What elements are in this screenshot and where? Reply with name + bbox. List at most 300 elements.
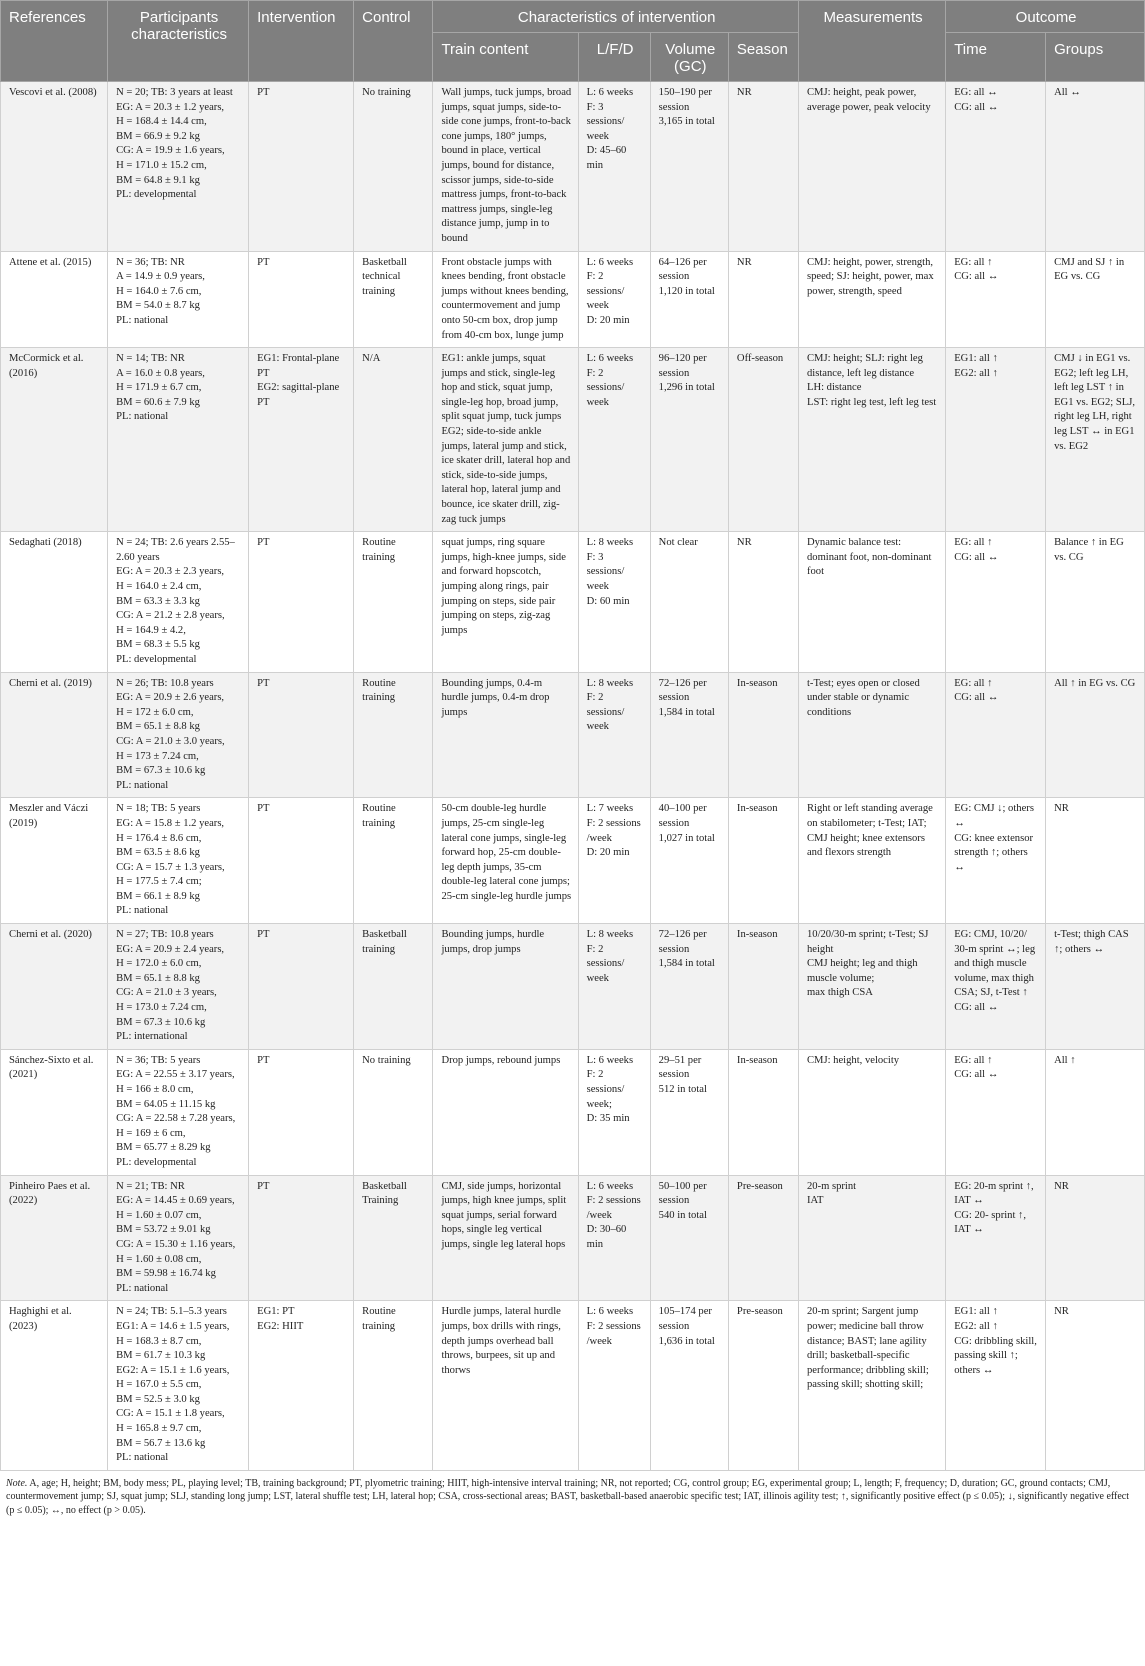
cell-participants-line: H = 172.0 ± 6.0 cm,: [116, 958, 202, 970]
cell-season: [728, 672, 798, 798]
cell-lfd-line: L: 6 weeks: [586, 1306, 634, 1318]
cell-control-line: Routine training: [362, 1306, 396, 1332]
cell-outcome-time: [946, 1049, 1046, 1175]
cell-outcome-time: [946, 672, 1046, 798]
cell-season: [728, 82, 798, 252]
header-control: Control: [354, 1, 433, 82]
cell-lfd-line: L: 6 weeks: [586, 1180, 634, 1192]
cell-outcome-time-line: CG: all ↔: [954, 692, 999, 704]
cell-participants-line: PL: national: [116, 411, 169, 423]
cell-participants-line: BM = 65.1 ± 8.8 kg: [116, 721, 200, 733]
cell-intervention: [249, 798, 354, 924]
cell-outcome-groups: [1046, 1301, 1145, 1471]
cell-intervention-line: PT: [257, 1054, 270, 1066]
cell-intervention-line: EG1: Frontal-plane PT: [257, 353, 340, 379]
cell-control: [354, 1175, 433, 1301]
cell-measurements-line: IAT: [806, 1195, 824, 1207]
cell-outcome-time-line: CG: all ↔: [954, 1002, 999, 1014]
cell-participants-line: N = 26; TB: 10.8 years: [116, 677, 214, 689]
cell-train-content-line: EG1: ankle jumps, squat jumps and stick, single-leg hop and stick, squat jump, single-leg hop, broad jump, split squat jump, tuck jumps: [441, 353, 562, 423]
table-row: [1, 82, 1145, 252]
cell-outcome-time-line: CG: knee extensor strength ↑; others ↔: [954, 832, 1034, 873]
cell-participants-line: N = 20; TB: 3 years at least: [116, 87, 233, 98]
cell-participants: [108, 348, 249, 532]
cell-participants-line: N = 21; TB: NR: [116, 1180, 185, 1192]
cell-volume-line: 64–126 per session: [658, 256, 707, 283]
cell-volume-line: 512 in total: [658, 1084, 707, 1095]
note-label: Note.: [6, 1477, 28, 1489]
cell-participants-line: CG: A = 15.30 ± 1.16 years,: [116, 1238, 236, 1250]
cell-reference: Sedaghati (2018): [1, 532, 108, 672]
cell-participants-line: PL: national: [116, 1282, 169, 1294]
cell-lfd-line: F: 2 sessions/ week: [586, 692, 625, 733]
cell-train-content-line: EG2; side-to-side ankle jumps, lateral jump and stick, ice skater drill, lateral hop and stick, side-to-side jumps, lateral hop, lateral jump and bounce, ice skater drill, zig-zag tuck jumps: [441, 426, 571, 525]
cell-outcome-time-line: EG: CMJ ↓; others ↔: [954, 803, 1034, 829]
cell-measurements: [798, 82, 945, 252]
cell-control-line: Routine training: [362, 537, 396, 563]
cell-participants-line: EG: A = 15.8 ± 1.2 years,: [116, 817, 225, 829]
cell-participants-line: BM = 65.77 ± 8.29 kg: [116, 1142, 211, 1154]
cell-measurements-line: 20-m sprint: [806, 1180, 857, 1192]
cell-measurements-line: t-Test; eyes open or closed under stable or dynamic conditions: [806, 677, 920, 718]
cell-intervention-line: PT: [257, 1180, 270, 1192]
cell-control: [354, 672, 433, 798]
cell-participants-line: A = 16.0 ± 0.8 years,: [116, 367, 205, 379]
cell-participants-line: N = 18; TB: 5 years: [116, 803, 201, 815]
cell-measurements: [798, 924, 945, 1050]
cell-lfd-line: F: 3 sessions/ week: [586, 551, 625, 592]
cell-intervention: [249, 348, 354, 532]
cell-participants-line: BM = 66.9 ± 9.2 kg: [116, 130, 200, 142]
cell-train-content-line: Bounding jumps, 0.4-m hurdle jumps, 0.4-m drop jumps: [441, 677, 550, 718]
cell-participants: [108, 1175, 249, 1301]
cell-participants-line: CG: A = 15.1 ± 1.8 years,: [116, 1408, 225, 1420]
cell-lfd-line: F: 2 sessions/ week;: [586, 1069, 625, 1110]
cell-volume: [650, 251, 728, 348]
table-note: [0, 1471, 1145, 1518]
cell-train-content: [433, 1301, 578, 1471]
cell-season: [728, 251, 798, 348]
cell-season-line: NR: [736, 87, 752, 98]
cell-season: [728, 348, 798, 532]
cell-season-line: In-season: [736, 677, 778, 689]
cell-outcome-groups: [1046, 924, 1145, 1050]
cell-participants-line: H = 168.3 ± 8.7 cm,: [116, 1335, 202, 1347]
cell-measurements-line: CMJ height; leg and thigh muscle volume;: [806, 958, 918, 984]
cell-season-line: Off-season: [736, 353, 784, 365]
cell-outcome-groups: [1046, 82, 1145, 252]
cell-participants: [108, 1301, 249, 1471]
cell-participants-line: H = 165.8 ± 9.7 cm,: [116, 1423, 202, 1435]
cell-lfd: [578, 348, 650, 532]
cell-control-line: No training: [362, 1054, 411, 1066]
cell-control-line: Routine training: [362, 677, 396, 704]
cell-control-line: Routine training: [362, 803, 396, 829]
cell-outcome-groups-line: All ↑: [1054, 1054, 1076, 1066]
cell-lfd: [578, 251, 650, 348]
cell-intervention-line: PT: [257, 929, 270, 941]
cell-outcome-time-line: EG: all ↑: [954, 256, 993, 268]
cell-outcome-time: [946, 924, 1046, 1050]
cell-train-content: [433, 251, 578, 348]
cell-outcome-time-line: EG2: all ↑: [954, 1320, 998, 1332]
cell-participants-line: BM = 61.7 ± 10.3 kg: [116, 1350, 206, 1362]
cell-participants-line: N = 24; TB: 2.6 years 2.55–2.60 years: [116, 537, 235, 563]
cell-reference: McCormick et al. (2016): [1, 348, 108, 532]
cell-lfd-line: D: 60 min: [586, 595, 630, 607]
cell-participants-line: EG: A = 20.9 ± 2.6 years,: [116, 692, 225, 704]
cell-participants-line: PL: developmental: [116, 1156, 197, 1168]
cell-control-line: Basketball technical training: [362, 256, 407, 297]
cell-outcome-groups: [1046, 1175, 1145, 1301]
cell-participants-line: A = 14.9 ± 0.9 years,: [116, 271, 205, 283]
cell-outcome-groups-line: All ↑ in EG vs. CG: [1054, 677, 1136, 689]
cell-participants-line: CG: A = 15.7 ± 1.3 years,: [116, 861, 225, 873]
cell-lfd-line: F: 2 sessions/ week: [586, 367, 625, 408]
cell-participants-line: H = 167.0 ± 5.5 cm,: [116, 1379, 202, 1391]
cell-season-line: In-season: [736, 803, 778, 815]
cell-outcome-time-line: CG: dribbling skill, passing skill ↑; others ↔: [954, 1335, 1037, 1376]
cell-participants-line: H = 171.0 ± 15.2 cm,: [116, 159, 207, 171]
cell-outcome-time-line: EG: all ↔: [954, 87, 998, 98]
cell-control-line: No training: [362, 87, 411, 98]
cell-train-content-line: squat jumps, ring square jumps, high-knee jumps, side and forward hopscotch, jumping along rings, pair jumping on steps, side pair jumping on steps, zig-zag jumps: [441, 537, 566, 636]
cell-participants-line: BM = 54.0 ± 8.7 kg: [116, 300, 200, 312]
cell-participants-line: EG: A = 22.55 ± 3.17 years,: [116, 1069, 235, 1081]
cell-measurements-line: Dynamic balance test: dominant foot, non-dominant foot: [806, 537, 932, 578]
cell-lfd-line: F: 2 sessions/ week: [586, 943, 625, 984]
cell-train-content-line: 50-cm double-leg hurdle jumps, 25-cm single-leg lateral cone jumps, single-leg forward hop, 25-cm double-leg depth jumps, 35-cm double-leg lateral cone jumps; 25-cm single-leg hurdle jumps: [441, 803, 572, 902]
cell-train-content-line: CMJ, side jumps, horizontal jumps, high knee jumps, split squat jumps, serial forward hops, single leg vertical jumps, single leg lateral hops: [441, 1180, 567, 1250]
cell-participants-line: CG: A = 21.0 ± 3 years,: [116, 987, 217, 999]
cell-season-line: In-season: [736, 1054, 778, 1066]
cell-participants-line: H = 1.60 ± 0.07 cm,: [116, 1209, 202, 1221]
cell-intervention: [249, 672, 354, 798]
cell-participants-line: N = 36; TB: NR: [116, 256, 185, 268]
cell-intervention: [249, 1175, 354, 1301]
cell-outcome-groups-line: Balance ↑ in EG vs. CG: [1054, 537, 1124, 563]
cell-intervention: [249, 82, 354, 252]
cell-lfd: [578, 1175, 650, 1301]
cell-outcome-groups: [1046, 348, 1145, 532]
cell-outcome-time-line: EG1: all ↑: [954, 353, 998, 365]
cell-train-content-line: Wall jumps, tuck jumps, broad jumps, squat jumps, side-to-side cone jumps, front-to-back cone jumps, 180° jumps, bound in place, vertical jumps, bound for distance, scissor jumps, side-to-side mattress jumps, front-to-back mattress jumps, single-leg distance jump, jump in to bound: [441, 87, 572, 244]
cell-control: [354, 1301, 433, 1471]
cell-participants: [108, 1049, 249, 1175]
cell-intervention-line: EG1: PT: [257, 1306, 295, 1318]
cell-season: [728, 532, 798, 672]
cell-volume: [650, 798, 728, 924]
cell-intervention: [249, 1049, 354, 1175]
cell-participants-line: PL: national: [116, 905, 169, 917]
header-lfd: L/F/D: [578, 33, 650, 82]
cell-outcome-time-line: EG2: all ↑: [954, 367, 998, 379]
cell-volume: [650, 1301, 728, 1471]
cell-lfd-line: D: 35 min: [586, 1113, 630, 1125]
cell-volume-line: 1,120 in total: [658, 285, 715, 297]
cell-lfd-line: L: 6 weeks: [586, 1054, 634, 1066]
cell-participants-line: H = 1.60 ± 0.08 cm,: [116, 1253, 202, 1265]
cell-outcome-time-line: CG: all ↔: [954, 101, 999, 113]
cell-intervention-line: PT: [257, 87, 270, 98]
cell-participants-line: H = 171.9 ± 6.7 cm,: [116, 382, 202, 394]
cell-train-content: [433, 924, 578, 1050]
cell-participants-line: BM = 63.3 ± 3.3 kg: [116, 595, 200, 607]
cell-volume-line: 1,584 in total: [658, 958, 715, 970]
header-volume: Volume (GC): [650, 33, 728, 82]
cell-participants-line: H = 164.9 ± 4.2,: [116, 624, 186, 636]
cell-participants-line: PL: developmental: [116, 189, 197, 201]
cell-participants-line: BM = 67.3 ± 10.6 kg: [116, 1016, 206, 1028]
cell-measurements: [798, 798, 945, 924]
cell-intervention: [249, 251, 354, 348]
cell-lfd-line: L: 7 weeks: [586, 803, 634, 815]
cell-volume-line: 1,296 in total: [658, 382, 715, 394]
cell-measurements-line: LST: right leg test, left leg test: [806, 396, 937, 408]
cell-participants: [108, 251, 249, 348]
cell-outcome-groups: [1046, 1049, 1145, 1175]
cell-outcome-time-line: EG: all ↑: [954, 677, 993, 689]
cell-volume: [650, 924, 728, 1050]
cell-outcome-time: [946, 82, 1046, 252]
header-measurements: Measurements: [798, 1, 945, 82]
cell-volume-line: 105–174 per session: [658, 1306, 712, 1332]
cell-outcome-time-line: EG: 20-m sprint ↑, IAT ↔: [954, 1180, 1034, 1207]
cell-outcome-time-line: EG: CMJ, 10/20/ 30-m sprint ↔; leg and thigh muscle volume, max thigh CSA; SJ, t-Test ↑: [954, 929, 1036, 999]
cell-volume: [650, 532, 728, 672]
cell-outcome-time: [946, 251, 1046, 348]
cell-outcome-time: [946, 348, 1046, 532]
cell-measurements-line: CMJ: height; SLJ: right leg distance, left leg distance: [806, 353, 923, 379]
cell-control-line: N/A: [362, 353, 381, 365]
cell-lfd-line: L: 6 weeks: [586, 353, 634, 365]
cell-control: [354, 924, 433, 1050]
cell-intervention-line: EG2: sagittal-plane PT: [257, 382, 340, 408]
cell-lfd: [578, 82, 650, 252]
cell-outcome-groups-line: NR: [1054, 1306, 1069, 1318]
cell-lfd: [578, 924, 650, 1050]
cell-participants-line: BM = 68.3 ± 5.5 kg: [116, 639, 200, 651]
cell-participants-line: CG: A = 21.2 ± 2.8 years,: [116, 610, 225, 622]
cell-season-line: NR: [736, 537, 752, 549]
cell-participants-line: H = 172 ± 6.0 cm,: [116, 706, 194, 718]
cell-reference: Cherni et al. (2020): [1, 924, 108, 1050]
cell-lfd-line: F: 3 sessions/ week: [586, 101, 625, 142]
cell-participants-line: BM = 67.3 ± 10.6 kg: [116, 765, 206, 777]
header-characteristics: Characteristics of intervention: [433, 1, 799, 33]
cell-participants-line: CG: A = 22.58 ± 7.28 years,: [116, 1113, 236, 1125]
cell-season: [728, 924, 798, 1050]
cell-participants-line: BM = 53.72 ± 9.01 kg: [116, 1224, 211, 1236]
cell-measurements: [798, 532, 945, 672]
cell-participants: [108, 798, 249, 924]
cell-measurements: [798, 672, 945, 798]
table-row: [1, 798, 1145, 924]
cell-lfd-line: F: 2 sessions /week: [586, 817, 641, 844]
cell-participants: [108, 924, 249, 1050]
cell-train-content: [433, 82, 578, 252]
cell-outcome-groups-line: CMJ and SJ ↑ in EG vs. CG: [1054, 256, 1125, 283]
cell-volume-line: 1,636 in total: [658, 1335, 715, 1347]
cell-measurements-line: CMJ: height, peak power, average power, peak velocity: [806, 87, 931, 113]
cell-outcome-groups: [1046, 672, 1145, 798]
table-header: [1, 1, 1145, 82]
table-row: [1, 348, 1145, 532]
cell-measurements: [798, 251, 945, 348]
cell-participants-line: BM = 63.5 ± 8.6 kg: [116, 847, 200, 859]
cell-participants-line: BM = 60.6 ± 7.9 kg: [116, 396, 200, 408]
cell-outcome-time: [946, 798, 1046, 924]
cell-train-content-line: Front obstacle jumps with knees bending, front obstacle jumps without knees bending, countermovement and jump onto 50-cm box, drop jump from 40-cm box, lunge jump: [441, 256, 569, 341]
header-time: Time: [946, 33, 1046, 82]
cell-outcome-time: [946, 1175, 1046, 1301]
cell-season-line: Pre-season: [736, 1180, 783, 1192]
cell-control: [354, 532, 433, 672]
cell-lfd-line: L: 6 weeks: [586, 87, 634, 98]
cell-season: [728, 1175, 798, 1301]
cell-season-line: In-season: [736, 929, 778, 941]
cell-participants-line: CG: A = 19.9 ± 1.6 years,: [116, 145, 225, 157]
cell-volume: [650, 348, 728, 532]
cell-measurements-line: 20-m sprint; Sargent jump power; medicine ball throw distance; BAST; lane agility drill; basketball-specific performance; dribbling skill; passing skill; shotting skill;: [806, 1306, 929, 1391]
cell-participants-line: BM = 52.5 ± 3.0 kg: [116, 1393, 200, 1405]
header-train-content: Train content: [433, 33, 578, 82]
cell-intervention: [249, 924, 354, 1050]
cell-measurements-line: CMJ: height, velocity: [806, 1054, 900, 1066]
cell-outcome-groups-line: t-Test; thigh CAS ↑; others ↔: [1054, 929, 1129, 955]
cell-measurements: [798, 1049, 945, 1175]
table-body: [1, 82, 1145, 1471]
table-row: [1, 672, 1145, 798]
cell-participants-line: BM = 64.8 ± 9.1 kg: [116, 174, 200, 186]
cell-control: [354, 1049, 433, 1175]
table-row: [1, 532, 1145, 672]
cell-intervention: [249, 532, 354, 672]
cell-participants-line: EG: A = 14.45 ± 0.69 years,: [116, 1195, 235, 1207]
cell-lfd: [578, 798, 650, 924]
cell-participants-line: CG: A = 21.0 ± 3.0 years,: [116, 735, 225, 747]
cell-participants-line: PL: national: [116, 779, 169, 791]
cell-train-content-line: Drop jumps, rebound jumps: [441, 1054, 561, 1066]
cell-control: [354, 251, 433, 348]
cell-train-content: [433, 348, 578, 532]
cell-lfd-line: L: 8 weeks: [586, 537, 634, 549]
cell-participants: [108, 672, 249, 798]
header-participants: Participants characteristics: [108, 1, 249, 82]
cell-measurements-line: LH: distance: [806, 382, 862, 394]
cell-reference: Meszler and Váczi (2019): [1, 798, 108, 924]
cell-train-content: [433, 672, 578, 798]
cell-lfd-line: F: 2 sessions /week: [586, 1195, 641, 1221]
cell-season: [728, 1049, 798, 1175]
cell-volume-line: 150–190 per session: [658, 87, 712, 113]
cell-participants-line: EG: A = 20.3 ± 2.3 years,: [116, 566, 225, 578]
header-groups: Groups: [1046, 33, 1145, 82]
header-season: Season: [728, 33, 798, 82]
table-row: [1, 924, 1145, 1050]
cell-outcome-time-line: CG: all ↔: [954, 1069, 999, 1081]
cell-lfd-line: L: 8 weeks: [586, 929, 634, 941]
cell-participants-line: H = 176.4 ± 8.6 cm,: [116, 832, 202, 844]
cell-volume-line: 72–126 per session: [658, 677, 707, 704]
note-text: A, age; H, height; BM, body mess; PL, playing level; TB, training background; PT, plyometric training; HIIT, high-intensive interval training; NR, not reported; CG, control group; EG, experimental group; L, length; F, frequency; D, duration; GC, ground contacts; CMJ, countermovement jump; SJ, squat jump; SLJ, standing long jump; LST, lateral shuffle test; LH, lateral hop; CSA, cross-sectional areas; BAST, basketball-based anaerobic specific test; IAT, illinois agility test; ↑, significantly positive effect (p ≤ 0.05); ↓, significantly negative effect (p ≤ 0.05); ↔, no effect (p > 0.05).: [6, 1477, 1130, 1516]
cell-volume-line: 72–126 per session: [658, 929, 707, 955]
cell-lfd: [578, 532, 650, 672]
table-row: [1, 1175, 1145, 1301]
cell-train-content-line: Bounding jumps, hurdle jumps, drop jumps: [441, 929, 545, 955]
cell-lfd-line: L: 8 weeks: [586, 677, 634, 689]
header-intervention: Intervention: [249, 1, 354, 82]
cell-outcome-time: [946, 532, 1046, 672]
cell-reference: Haghighi et al. (2023): [1, 1301, 108, 1471]
cell-participants-line: N = 27; TB: 10.8 years: [116, 929, 214, 941]
cell-intervention-line: EG2: HIIT: [257, 1320, 304, 1332]
cell-reference: Vescovi et al. (2008): [1, 82, 108, 252]
cell-participants-line: H = 164.0 ± 7.6 cm,: [116, 285, 202, 297]
cell-participants-line: BM = 66.1 ± 8.9 kg: [116, 890, 200, 902]
cell-outcome-groups: [1046, 251, 1145, 348]
cell-participants-line: EG: A = 20.3 ± 1.2 years,: [116, 101, 225, 113]
cell-measurements-line: max thigh CSA: [806, 987, 873, 999]
cell-intervention-line: PT: [257, 803, 270, 815]
cell-reference: Pinheiro Paes et al. (2022): [1, 1175, 108, 1301]
cell-control-line: Basketball training: [362, 929, 407, 955]
cell-train-content: [433, 1049, 578, 1175]
table-row: [1, 1049, 1145, 1175]
cell-lfd-line: F: 2 sessions /week: [586, 1320, 641, 1347]
cell-volume-line: 50–100 per session: [658, 1180, 707, 1207]
cell-participants-line: H = 177.5 ± 7.4 cm;: [116, 876, 202, 888]
cell-lfd-line: D: 20 min: [586, 847, 630, 859]
cell-train-content-line: Hurdle jumps, lateral hurdle jumps, box drills with rings, depth jumps overhead ball throws, burpees, sit up and thorws: [441, 1306, 561, 1376]
cell-volume-line: 540 in total: [658, 1209, 707, 1221]
cell-participants-line: H = 173 ± 7.24 cm,: [116, 750, 199, 762]
cell-measurements-line: 10/20/30-m sprint; t-Test; SJ height: [806, 929, 929, 955]
cell-season: [728, 798, 798, 924]
cell-control: [354, 82, 433, 252]
cell-outcome-time-line: CG: 20- sprint ↑, IAT ↔: [954, 1209, 1027, 1236]
cell-lfd-line: L: 6 weeks: [586, 256, 634, 268]
cell-participants-line: BM = 56.7 ± 13.6 kg: [116, 1437, 206, 1449]
cell-intervention-line: PT: [257, 256, 270, 268]
cell-train-content: [433, 532, 578, 672]
header-references: References: [1, 1, 108, 82]
cell-measurements: [798, 1175, 945, 1301]
cell-control: [354, 798, 433, 924]
cell-volume: [650, 82, 728, 252]
cell-participants-line: BM = 59.98 ± 16.74 kg: [116, 1268, 216, 1280]
cell-participants: [108, 82, 249, 252]
cell-participants-line: H = 173.0 ± 7.24 cm,: [116, 1002, 207, 1014]
cell-participants-line: PL: national: [116, 1452, 169, 1464]
cell-season: [728, 1301, 798, 1471]
cell-volume-line: 96–120 per session: [658, 353, 707, 379]
cell-measurements: [798, 1301, 945, 1471]
cell-reference: Sánchez-Sixto et al. (2021): [1, 1049, 108, 1175]
cell-participants-line: H = 169 ± 6 cm,: [116, 1127, 186, 1139]
cell-outcome-time-line: CG: all ↔: [954, 271, 999, 283]
header-outcome: Outcome: [946, 1, 1145, 33]
cell-volume-line: 29–51 per session: [658, 1054, 702, 1081]
cell-participants-line: PL: developmental: [116, 653, 197, 665]
cell-outcome-groups-line: All ↔: [1054, 87, 1081, 98]
cell-lfd: [578, 1301, 650, 1471]
cell-outcome-groups: [1046, 532, 1145, 672]
cell-participants-line: EG2: A = 15.1 ± 1.6 years,: [116, 1364, 230, 1376]
table-row: [1, 251, 1145, 348]
cell-participants-line: EG: A = 20.9 ± 2.4 years,: [116, 943, 225, 955]
cell-measurements-line: CMJ: height, power, strength, speed; SJ: height, power, max power, strength, speed: [806, 256, 934, 297]
